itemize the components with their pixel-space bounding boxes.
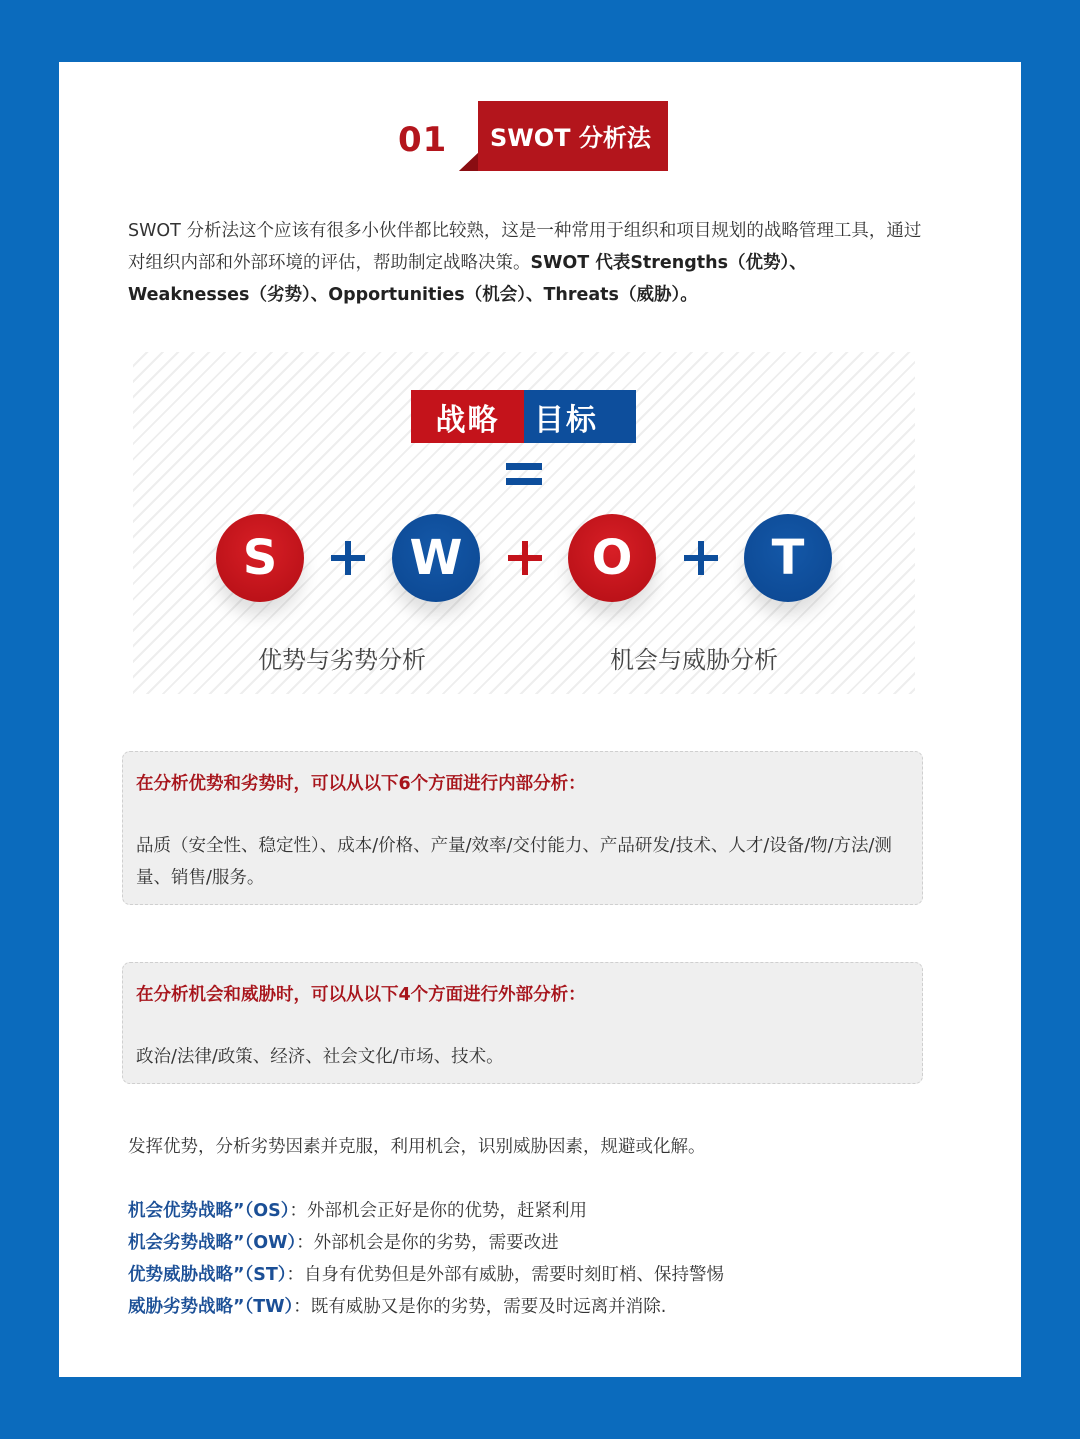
section-number: 01 bbox=[398, 120, 448, 160]
external-analysis-label: 机会与威胁分析 bbox=[610, 646, 778, 674]
equals-sign-icon bbox=[506, 461, 542, 487]
plus-icon bbox=[508, 541, 542, 575]
weakness-circle: W bbox=[392, 514, 480, 602]
external-box-body: 政治/法律/政策、经济、社会文化/市场、技术。 bbox=[136, 1047, 504, 1067]
strategy-ow bbox=[128, 1229, 559, 1254]
strategy-desc: ：外部机会是你的劣势，需要改进 bbox=[296, 1233, 559, 1253]
strategy-st bbox=[128, 1261, 724, 1286]
internal-analysis-box bbox=[122, 751, 923, 905]
strategy-key: 威胁劣势战略”（TW） bbox=[128, 1297, 294, 1317]
plus-icon bbox=[331, 541, 365, 575]
plus-icon bbox=[684, 541, 718, 575]
intro-text: SWOT 分析法这个应该有很多小伙伴都比较熟，这是一种常用于组织和项目规划的战略管理工具，通过对组织内部和外部环境的评估，帮助制定战略决策。 bbox=[128, 221, 922, 273]
intro-bold-text: SWOT 代表Strengths（优势）、Weaknesses（劣势）、Opportunities（机会）、Threats（威胁）。 bbox=[128, 253, 807, 305]
strength-circle: S bbox=[216, 514, 304, 602]
internal-analysis-label: 优势与劣势分析 bbox=[258, 646, 426, 674]
page-title: SWOT 分析法 bbox=[490, 124, 651, 152]
summary-text: 发挥优势，分析劣势因素并克服，利用机会，识别威胁因素，规避或化解。 bbox=[128, 1137, 706, 1157]
opportunity-circle: O bbox=[568, 514, 656, 602]
goal-label-target: 目标 bbox=[524, 390, 636, 443]
strategy-os bbox=[128, 1197, 587, 1222]
external-analysis-box bbox=[122, 962, 923, 1084]
internal-box-title: 在分析优势和劣势时，可以从以下6个方面进行内部分析： bbox=[136, 774, 586, 794]
strategy-tw bbox=[128, 1293, 666, 1318]
strategy-desc: ：自身有优势但是外部有威胁，需要时刻盯梢、保持警惕 bbox=[286, 1265, 725, 1285]
goal-label-strategy: 战略 bbox=[411, 390, 524, 443]
strategy-desc: ：既有威胁又是你的劣势，需要及时远离并消除. bbox=[293, 1297, 667, 1317]
external-box-title: 在分析机会和威胁时，可以从以下4个方面进行外部分析： bbox=[136, 985, 586, 1005]
strategy-desc: ：外部机会正好是你的优势，赶紧利用 bbox=[289, 1201, 587, 1221]
strategy-key: 优势威胁战略”（ST） bbox=[128, 1265, 287, 1285]
intro-paragraph bbox=[128, 215, 928, 311]
strategy-key: 机会劣势战略”（OW） bbox=[128, 1233, 297, 1253]
internal-box-body: 品质（安全性、稳定性）、成本/价格、产量/效率/交付能力、产品研发/技术、人才/设备/物/方法/测量、销售/服务。 bbox=[136, 836, 892, 888]
strategy-key: 机会优势战略”（OS） bbox=[128, 1201, 290, 1221]
threat-circle: T bbox=[744, 514, 832, 602]
